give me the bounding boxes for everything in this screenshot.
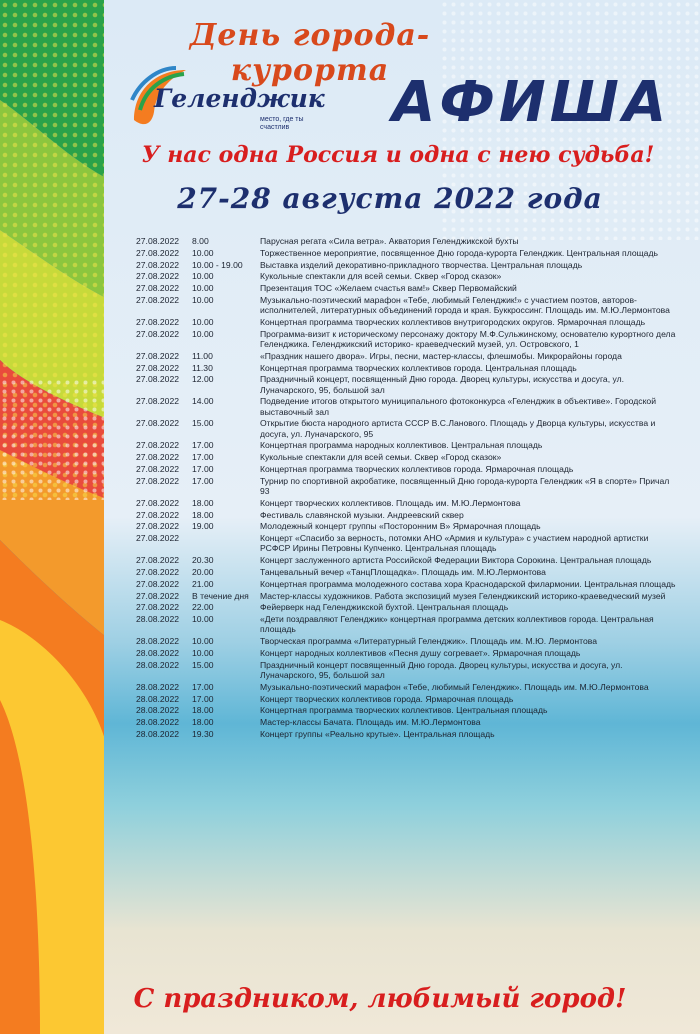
event-time: 10.00	[192, 271, 214, 282]
event-row	[136, 498, 676, 508]
event-row	[136, 648, 676, 658]
event-date: 27.08.2022	[136, 475, 180, 486]
event-description: Концерт заслуженного артиста Российской Федерации Виктора Сорокина. Центральная площадь	[260, 555, 652, 566]
event-description: Творческая программа «Литературный Геленджик». Площадь им. М.Ю. Лермонтова	[260, 636, 598, 647]
event-time: 11.30	[192, 362, 213, 373]
event-description: Танцевальный вечер «ТанцПлощадка». Площадь им. М.Ю.Лермонтова	[260, 566, 546, 577]
event-description: Концертная программа народных коллективов. Центральная площадь	[260, 440, 543, 451]
event-date: 27.08.2022	[136, 555, 180, 566]
event-date: 27.08.2022	[136, 497, 180, 508]
event-description: Кукольные спектакли для всей семьи. Сквер «Город сказок»	[260, 271, 502, 282]
event-date: 27.08.2022	[136, 350, 180, 361]
event-row	[136, 705, 676, 715]
event-row	[136, 351, 676, 361]
event-row	[136, 271, 676, 281]
event-time: 18.00	[192, 717, 214, 728]
event-date: 27.08.2022	[136, 533, 180, 544]
event-description: Музыкально-поэтический марафон «Тебе, любимый Геленджик». Площадь им. М.Ю.Лермонтова	[260, 681, 649, 692]
event-time: 10.00	[192, 283, 214, 294]
event-description: Концерт творческих коллективов города. Ярмарочная площадь	[260, 693, 514, 704]
event-time: 19.30	[192, 728, 214, 739]
event-date: 27.08.2022	[136, 259, 180, 270]
event-date: 27.08.2022	[136, 374, 180, 385]
event-time: 10.00	[192, 614, 214, 625]
event-description: Презентация ТОС «Желаем счастья вам!» Сквер Первомайский	[260, 283, 517, 294]
event-time: 10.00	[192, 636, 214, 647]
event-date: 27.08.2022	[136, 236, 180, 246]
event-row	[136, 660, 676, 680]
event-date: 27.08.2022	[136, 316, 180, 327]
event-description: Фейерверк над Геленджикской бухтой. Центральная площадь	[260, 602, 509, 613]
event-row	[136, 579, 676, 589]
event-date: 27.08.2022	[136, 566, 180, 577]
event-row	[136, 614, 676, 634]
event-time: 17.00	[192, 681, 214, 692]
event-description: «Праздник нашего двора». Игры, песни, мастер-классы, флешмобы. Микрорайоны города	[260, 350, 622, 361]
event-row	[136, 602, 676, 612]
event-description: Фестиваль славянской музыки. Андреевский сквер	[260, 509, 464, 520]
event-row	[136, 260, 676, 270]
event-time: 10.00 - 19.00	[192, 259, 243, 270]
event-time: 18.00	[192, 509, 214, 520]
event-row	[136, 374, 676, 394]
event-description: Парусная регата «Сила ветра». Акватория Геленджикской бухты	[260, 236, 519, 246]
event-date: 27.08.2022	[136, 452, 180, 463]
event-date: 27.08.2022	[136, 294, 180, 305]
event-date: 28.08.2022	[136, 614, 180, 625]
event-date: 27.08.2022	[136, 602, 180, 613]
event-time: 18.00	[192, 705, 214, 716]
afisha-title: АФИША	[392, 70, 671, 135]
event-description: «Дети поздравляют Геленджик» концертная программа детских коллективов города. Центральная площадь	[260, 614, 654, 635]
event-date: 28.08.2022	[136, 693, 180, 704]
event-time: 10.00	[192, 247, 214, 258]
event-time: 17.00	[192, 463, 214, 474]
event-date: 28.08.2022	[136, 681, 180, 692]
event-row	[136, 418, 676, 438]
event-date: 28.08.2022	[136, 717, 180, 728]
event-time: 20.30	[192, 555, 214, 566]
event-row	[136, 440, 676, 450]
event-description: Торжественное мероприятие, посвященное Дню города-курорта Геленджик. Центральная площадь	[260, 247, 658, 258]
event-row	[136, 567, 676, 577]
event-date: 28.08.2022	[136, 659, 180, 670]
event-description: Концертная программа творческих коллективов. Центральная площадь	[260, 705, 548, 716]
event-row	[136, 717, 676, 727]
event-description: Концерт «Спасибо за верность, потомки АНО «Армия и культура» с участием народной артистки РСФСР Ирины Петровны Купченко. Центральная площадь	[260, 533, 649, 554]
event-time: 17.00	[192, 475, 214, 486]
event-date: 27.08.2022	[136, 509, 180, 520]
event-time: 8.00	[192, 236, 209, 246]
event-time: 10.00	[192, 294, 214, 305]
event-description: Концерт группы «Реально крутые». Центральная площадь	[260, 728, 495, 739]
event-row	[136, 317, 676, 327]
event-date: 27.08.2022	[136, 590, 180, 601]
event-row	[136, 555, 676, 565]
event-time: 15.00	[192, 418, 214, 429]
event-row	[136, 464, 676, 474]
event-date: 27.08.2022	[136, 440, 180, 451]
event-date: 27.08.2022	[136, 271, 180, 282]
event-row	[136, 521, 676, 531]
events-list	[136, 236, 676, 741]
event-date: 28.08.2022	[136, 728, 180, 739]
event-time: В течение дня	[192, 590, 249, 601]
event-time: 10.00	[192, 316, 214, 327]
event-row	[136, 729, 676, 739]
event-time: 18.00	[192, 497, 214, 508]
event-row	[136, 396, 676, 416]
event-description: Концерт народных коллективов «Песня душу согревает». Ярмарочная площадь	[260, 647, 581, 658]
event-description: Концертная программа молодежного состава хора Краснодарской филармонии. Центральная площадь	[260, 578, 676, 589]
event-description: Концертная программа творческих коллективов города. Центральная площадь	[260, 362, 577, 373]
event-description: Праздничный концерт, посвященный Дню города. Дворец культуры, искусства и досуга, ул. Луначарского, 95, большой зал	[260, 374, 624, 395]
event-row	[136, 682, 676, 692]
event-row	[136, 591, 676, 601]
event-time: 21.00	[192, 578, 214, 589]
event-description: Концертная программа творческих коллективов внутригородских округов. Ярмарочная площадь	[260, 316, 646, 327]
event-time: 17.00	[192, 440, 214, 451]
event-description: Турнир по спортивной акробатике, посвященный Дню города-курорта Геленджик «Я в спорте» Причал 93	[260, 475, 670, 496]
footer-greeting: С праздником, любимый город!	[133, 984, 627, 1014]
event-description: Программа-визит к историческому персонажу доктору М.Ф.Сульжинскому, основателю курортного дела Геленджика. Геленджикский историко- краеведческий музей, ул. Островского, 1	[260, 328, 676, 349]
event-time: 10.00	[192, 328, 214, 339]
event-date: 27.08.2022	[136, 396, 180, 407]
event-date: 27.08.2022	[136, 418, 180, 429]
event-description: Мастер-классы художников. Работа экспозиций музея Геленджикский историко-краеведческий музей	[260, 590, 666, 601]
event-date: 28.08.2022	[136, 647, 180, 658]
event-description: Концертная программа творческих коллективов города. Ярмарочная площадь	[260, 463, 574, 474]
event-description: Подведение итогов открытого муниципального фотоконкурса «Геленджик в объективе». Городской выставочный зал	[260, 396, 657, 417]
event-row	[136, 283, 676, 293]
event-row	[136, 510, 676, 520]
event-date: 28.08.2022	[136, 636, 180, 647]
event-date: 27.08.2022	[136, 247, 180, 258]
event-date: 27.08.2022	[136, 578, 180, 589]
slogan-text: У нас одна Россия и одна с нею судьба!	[141, 142, 655, 168]
event-description: Молодежный концерт группы «Посторонним В» Ярмарочная площадь	[260, 521, 541, 532]
event-time: 17.00	[192, 693, 214, 704]
event-row	[136, 295, 676, 315]
event-row	[136, 533, 676, 553]
event-time: 10.00	[192, 647, 214, 658]
city-day-title: День города-курорта	[189, 18, 431, 88]
event-row	[136, 329, 676, 349]
event-row	[136, 476, 676, 496]
event-row	[136, 452, 676, 462]
event-time: 22.00	[192, 602, 214, 613]
event-date: 27.08.2022	[136, 521, 180, 532]
event-time: 20.00	[192, 566, 214, 577]
event-row	[136, 636, 676, 646]
event-date: 28.08.2022	[136, 705, 180, 716]
event-description: Открытие бюста народного артиста СССР В.С.Ланового. Площадь у Дворца культуры, искусства и досуга, ул. Луначарского, 95	[260, 418, 656, 439]
event-date: 27.08.2022	[136, 328, 180, 339]
event-description: Праздничный концерт посвященный Дню города. Дворец культуры, искусства и досуга, ул. Луначарского, 95, большой зал	[260, 659, 623, 680]
logo-name: Геленджик	[154, 84, 325, 113]
event-time: 12.00	[192, 374, 214, 385]
event-date: 27.08.2022	[136, 362, 180, 373]
event-time: 15.00	[192, 659, 214, 670]
event-description: Музыкально-поэтический марафон «Тебе, любимый Геленджик!» с участием поэтов, авторов-исполнителей, литературных объединений города и края. Буккроссинг. Площадь им. М.Ю.Лермонтова	[260, 294, 670, 316]
event-dates: 27-28 августа 2022 года	[177, 182, 603, 215]
event-description: Выставка изделий декоративно-прикладного творчества. Центральная площадь	[260, 259, 583, 270]
event-row	[136, 694, 676, 704]
event-time	[192, 533, 260, 553]
event-row	[136, 236, 676, 246]
event-time: 17.00	[192, 452, 214, 463]
event-date: 27.08.2022	[136, 283, 180, 294]
event-time: 14.00	[192, 396, 214, 407]
event-date: 27.08.2022	[136, 463, 180, 474]
event-row	[136, 248, 676, 258]
event-row	[136, 363, 676, 373]
logo-tagline: место, где ты счастлив	[260, 116, 304, 131]
event-time: 19.00	[192, 521, 214, 532]
event-description: Кукольные спектакли для всей семьи. Сквер «Город сказок»	[260, 452, 502, 463]
event-time: 11.00	[192, 350, 213, 361]
event-description: Концерт творческих коллективов. Площадь им. М.Ю.Лермонтова	[260, 497, 521, 508]
event-description: Мастер-классы Бачата. Площадь им. М.Ю.Лермонтова	[260, 717, 481, 728]
